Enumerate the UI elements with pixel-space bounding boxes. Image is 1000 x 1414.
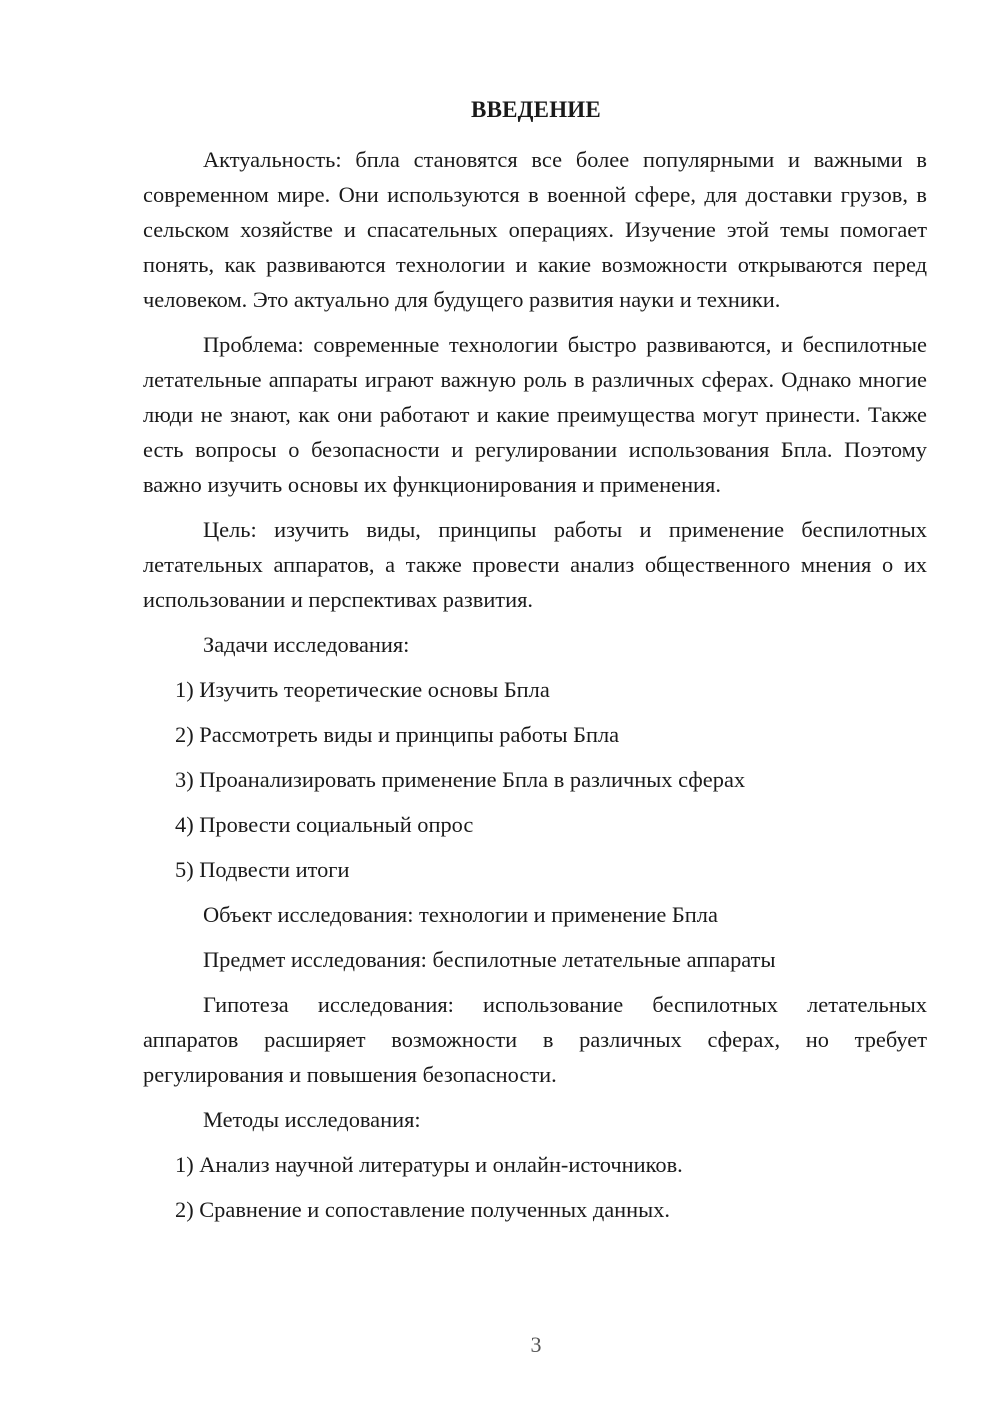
section-title: ВВЕДЕНИЕ xyxy=(471,97,601,122)
methods-list xyxy=(143,1147,927,1227)
method-item: 2) Сравнение и сопоставление полученных данных. xyxy=(175,1197,670,1222)
task-item: 1) Изучить теоретические основы Бпла xyxy=(175,677,550,702)
task-item: 2) Рассмотреть виды и принципы работы Бпла xyxy=(175,722,620,747)
methods-heading: Методы исследования: xyxy=(203,1107,421,1132)
tasks-heading: Задачи исследования: xyxy=(203,632,410,657)
research-object: Объект исследования: технологии и применение Бпла xyxy=(203,902,718,927)
goal-paragraph: Цель: изучить виды, принципы работы и применение беспилотных летательных аппаратов, а также провести анализ общественного мнения о их использовании и перспективах развития. xyxy=(143,517,927,612)
page-number: 3 xyxy=(530,1332,542,1357)
task-item: 5) Подвести итоги xyxy=(175,857,350,882)
document-body xyxy=(143,142,927,1237)
problem-paragraph: Проблема: современные технологии быстро развиваются, и беспилотные летательные аппараты играют важную роль в различных сферах. Однако многие люди не знают, как они работают и какие преимущества могут принести. Также есть вопросы о безопасности и регулировании использования Бпла. Поэтому важно изучить основы их функционирования и применения. xyxy=(143,332,927,497)
hypothesis-paragraph: Гипотеза исследования: использование беспилотных летательных аппаратов расширяет возможности в различных сферах, но требует регулирования и повышения безопасности. xyxy=(143,992,927,1087)
research-subject: Предмет исследования: беспилотные летательные аппараты xyxy=(203,947,776,972)
relevance-paragraph: Актуальность: бпла становятся все более популярными и важными в современном мире. Они используются в военной сфере, для доставки грузов, в сельском хозяйстве и спасательных операциях. Изучение этой темы помогает понять, как развиваются технологии и какие возможности открываются перед человеком. Это актуально для будущего развития науки и техники. xyxy=(143,147,927,312)
task-item: 4) Провести социальный опрос xyxy=(175,812,474,837)
tasks-list xyxy=(143,672,927,887)
task-item: 3) Проанализировать применение Бпла в различных сферах xyxy=(175,767,746,792)
method-item: 1) Анализ научной литературы и онлайн-источников. xyxy=(175,1152,683,1177)
